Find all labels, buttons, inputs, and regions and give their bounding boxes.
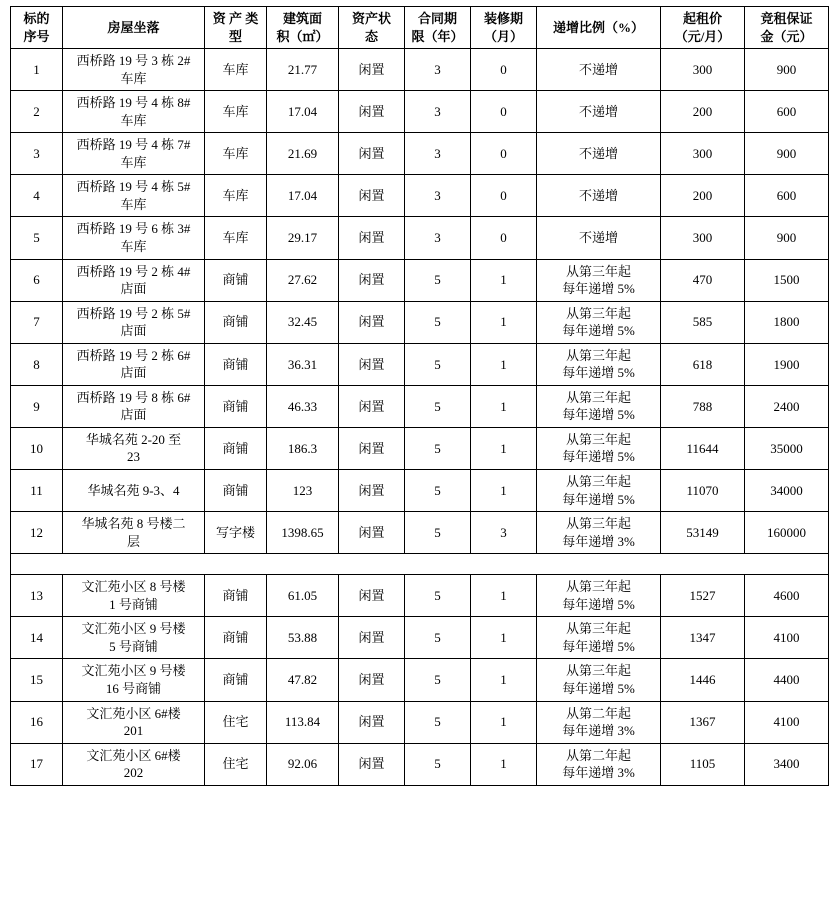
cell-area: 186.3 (267, 427, 339, 469)
cell-area: 29.17 (267, 217, 339, 259)
cell-deposit: 3400 (745, 743, 829, 785)
cell-deposit: 35000 (745, 427, 829, 469)
column-header-asset-type: 资 产 类 型 (205, 7, 267, 49)
cell-address: 西桥路 19 号 2 栋 6# 店面 (63, 343, 205, 385)
cell-area: 53.88 (267, 617, 339, 659)
table-row (11, 217, 829, 259)
cell-asset-type: 商铺 (205, 617, 267, 659)
cell-address: 西桥路 19 号 6 栋 3# 车库 (63, 217, 205, 259)
cell-fitout: 1 (471, 701, 537, 743)
cell-address: 文汇苑小区 9 号楼 16 号商铺 (63, 659, 205, 701)
cell-index: 11 (11, 470, 63, 512)
cell-deposit: 600 (745, 175, 829, 217)
cell-status: 闲置 (339, 701, 405, 743)
cell-start-price: 1367 (661, 701, 745, 743)
cell-area: 17.04 (267, 175, 339, 217)
cell-index: 10 (11, 427, 63, 469)
cell-area: 32.45 (267, 301, 339, 343)
cell-asset-type: 商铺 (205, 659, 267, 701)
cell-increase-rate: 不递增 (537, 133, 661, 175)
table-row (11, 301, 829, 343)
cell-start-price: 618 (661, 343, 745, 385)
cell-fitout: 1 (471, 659, 537, 701)
cell-address: 华城名苑 9-3、4 (63, 470, 205, 512)
cell-status: 闲置 (339, 133, 405, 175)
cell-area: 61.05 (267, 575, 339, 617)
cell-asset-type: 车库 (205, 217, 267, 259)
column-header-address: 房屋坐落 (63, 7, 205, 49)
cell-start-price: 1105 (661, 743, 745, 785)
cell-start-price: 200 (661, 91, 745, 133)
cell-status: 闲置 (339, 470, 405, 512)
cell-status: 闲置 (339, 427, 405, 469)
cell-term: 5 (405, 617, 471, 659)
cell-deposit: 1500 (745, 259, 829, 301)
cell-address: 西桥路 19 号 4 栋 7# 车库 (63, 133, 205, 175)
cell-deposit: 1800 (745, 301, 829, 343)
cell-asset-type: 车库 (205, 91, 267, 133)
cell-start-price: 470 (661, 259, 745, 301)
cell-status: 闲置 (339, 575, 405, 617)
cell-term: 5 (405, 301, 471, 343)
cell-increase-rate: 从第三年起 每年递增 5% (537, 259, 661, 301)
cell-fitout: 0 (471, 217, 537, 259)
cell-term: 5 (405, 743, 471, 785)
table-row (11, 91, 829, 133)
cell-fitout: 3 (471, 512, 537, 554)
table-row (11, 512, 829, 554)
cell-increase-rate: 从第三年起 每年递增 5% (537, 385, 661, 427)
column-header-increase-rate: 递增比例（%） (537, 7, 661, 49)
cell-start-price: 11070 (661, 470, 745, 512)
cell-deposit: 4100 (745, 701, 829, 743)
cell-term: 3 (405, 49, 471, 91)
cell-start-price: 1347 (661, 617, 745, 659)
cell-deposit: 600 (745, 91, 829, 133)
cell-increase-rate: 从第三年起 每年递增 5% (537, 343, 661, 385)
table-row (11, 343, 829, 385)
cell-fitout: 1 (471, 470, 537, 512)
cell-index: 15 (11, 659, 63, 701)
cell-status: 闲置 (339, 743, 405, 785)
cell-start-price: 300 (661, 133, 745, 175)
header-row (11, 7, 829, 49)
column-header-deposit: 竞租保证 金（元） (745, 7, 829, 49)
cell-start-price: 1446 (661, 659, 745, 701)
cell-status: 闲置 (339, 512, 405, 554)
cell-area: 21.77 (267, 49, 339, 91)
cell-index: 3 (11, 133, 63, 175)
cell-area: 21.69 (267, 133, 339, 175)
cell-asset-type: 车库 (205, 175, 267, 217)
cell-asset-type: 住宅 (205, 701, 267, 743)
cell-deposit: 4100 (745, 617, 829, 659)
cell-term: 5 (405, 512, 471, 554)
cell-status: 闲置 (339, 659, 405, 701)
cell-start-price: 200 (661, 175, 745, 217)
cell-fitout: 1 (471, 343, 537, 385)
cell-increase-rate: 从第三年起 每年递增 5% (537, 427, 661, 469)
cell-deposit: 900 (745, 133, 829, 175)
cell-term: 5 (405, 385, 471, 427)
table-body (11, 49, 829, 786)
column-header-area: 建筑面 积（㎡） (267, 7, 339, 49)
cell-index: 2 (11, 91, 63, 133)
table-row (11, 701, 829, 743)
cell-term: 3 (405, 217, 471, 259)
cell-deposit: 4600 (745, 575, 829, 617)
cell-address: 西桥路 19 号 4 栋 8# 车库 (63, 91, 205, 133)
cell-status: 闲置 (339, 617, 405, 659)
cell-status: 闲置 (339, 49, 405, 91)
cell-status: 闲置 (339, 385, 405, 427)
table-header (11, 7, 829, 49)
cell-term: 5 (405, 343, 471, 385)
cell-asset-type: 商铺 (205, 343, 267, 385)
cell-asset-type: 商铺 (205, 385, 267, 427)
cell-deposit: 160000 (745, 512, 829, 554)
cell-index: 4 (11, 175, 63, 217)
cell-status: 闲置 (339, 259, 405, 301)
cell-increase-rate: 不递增 (537, 175, 661, 217)
table-row (11, 575, 829, 617)
cell-term: 5 (405, 259, 471, 301)
cell-start-price: 300 (661, 217, 745, 259)
cell-index: 12 (11, 512, 63, 554)
cell-area: 1398.65 (267, 512, 339, 554)
cell-deposit: 1900 (745, 343, 829, 385)
cell-fitout: 0 (471, 175, 537, 217)
cell-term: 5 (405, 427, 471, 469)
cell-increase-rate: 从第三年起 每年递增 5% (537, 301, 661, 343)
cell-area: 47.82 (267, 659, 339, 701)
cell-increase-rate: 从第三年起 每年递增 3% (537, 512, 661, 554)
table-row (11, 659, 829, 701)
cell-fitout: 1 (471, 259, 537, 301)
cell-start-price: 53149 (661, 512, 745, 554)
cell-address: 西桥路 19 号 4 栋 5# 车库 (63, 175, 205, 217)
table-row (11, 259, 829, 301)
cell-index: 8 (11, 343, 63, 385)
table-row (11, 743, 829, 785)
cell-address: 西桥路 19 号 2 栋 5# 店面 (63, 301, 205, 343)
cell-address: 文汇苑小区 6#楼 201 (63, 701, 205, 743)
cell-increase-rate: 从第三年起 每年递增 5% (537, 575, 661, 617)
cell-asset-type: 车库 (205, 49, 267, 91)
cell-deposit: 900 (745, 49, 829, 91)
cell-index: 9 (11, 385, 63, 427)
cell-status: 闲置 (339, 301, 405, 343)
cell-term: 3 (405, 175, 471, 217)
cell-asset-type: 车库 (205, 133, 267, 175)
table-row (11, 617, 829, 659)
cell-term: 5 (405, 659, 471, 701)
cell-index: 7 (11, 301, 63, 343)
cell-status: 闲置 (339, 175, 405, 217)
cell-increase-rate: 从第二年起 每年递增 3% (537, 743, 661, 785)
table-row (11, 49, 829, 91)
cell-start-price: 585 (661, 301, 745, 343)
cell-area: 123 (267, 470, 339, 512)
table-row (11, 470, 829, 512)
asset-listing-table (10, 6, 829, 786)
table-row (11, 133, 829, 175)
cell-area: 17.04 (267, 91, 339, 133)
cell-status: 闲置 (339, 217, 405, 259)
cell-address: 文汇苑小区 9 号楼 5 号商铺 (63, 617, 205, 659)
cell-area: 113.84 (267, 701, 339, 743)
cell-asset-type: 住宅 (205, 743, 267, 785)
cell-increase-rate: 不递增 (537, 49, 661, 91)
cell-index: 17 (11, 743, 63, 785)
cell-fitout: 1 (471, 385, 537, 427)
cell-asset-type: 商铺 (205, 259, 267, 301)
table-row (11, 175, 829, 217)
cell-term: 3 (405, 91, 471, 133)
column-header-term: 合同期 限（年） (405, 7, 471, 49)
cell-start-price: 300 (661, 49, 745, 91)
cell-address: 西桥路 19 号 8 栋 6# 店面 (63, 385, 205, 427)
column-header-start-price: 起租价 （元/月） (661, 7, 745, 49)
cell-area: 92.06 (267, 743, 339, 785)
column-header-fitout: 装修期 （月） (471, 7, 537, 49)
cell-increase-rate: 从第三年起 每年递增 5% (537, 659, 661, 701)
cell-status: 闲置 (339, 91, 405, 133)
cell-deposit: 4400 (745, 659, 829, 701)
cell-address: 文汇苑小区 6#楼 202 (63, 743, 205, 785)
cell-increase-rate: 从第三年起 每年递增 5% (537, 470, 661, 512)
cell-increase-rate: 不递增 (537, 217, 661, 259)
cell-address: 西桥路 19 号 2 栋 4# 店面 (63, 259, 205, 301)
cell-area: 46.33 (267, 385, 339, 427)
cell-term: 5 (405, 701, 471, 743)
table-row (11, 385, 829, 427)
cell-asset-type: 商铺 (205, 301, 267, 343)
page-break-gap (11, 554, 829, 575)
column-header-index: 标的 序号 (11, 7, 63, 49)
cell-fitout: 1 (471, 617, 537, 659)
cell-address: 西桥路 19 号 3 栋 2# 车库 (63, 49, 205, 91)
cell-status: 闲置 (339, 343, 405, 385)
cell-index: 1 (11, 49, 63, 91)
cell-start-price: 11644 (661, 427, 745, 469)
cell-index: 6 (11, 259, 63, 301)
cell-fitout: 0 (471, 49, 537, 91)
cell-asset-type: 商铺 (205, 470, 267, 512)
cell-start-price: 788 (661, 385, 745, 427)
cell-fitout: 0 (471, 91, 537, 133)
cell-deposit: 2400 (745, 385, 829, 427)
cell-start-price: 1527 (661, 575, 745, 617)
cell-fitout: 1 (471, 743, 537, 785)
cell-term: 5 (405, 575, 471, 617)
table-row (11, 427, 829, 469)
cell-increase-rate: 从第三年起 每年递增 5% (537, 617, 661, 659)
cell-deposit: 34000 (745, 470, 829, 512)
cell-increase-rate: 从第二年起 每年递增 3% (537, 701, 661, 743)
cell-area: 36.31 (267, 343, 339, 385)
cell-index: 13 (11, 575, 63, 617)
cell-index: 5 (11, 217, 63, 259)
cell-fitout: 1 (471, 427, 537, 469)
column-header-status: 资产状 态 (339, 7, 405, 49)
cell-increase-rate: 不递增 (537, 91, 661, 133)
cell-asset-type: 商铺 (205, 427, 267, 469)
cell-term: 3 (405, 133, 471, 175)
cell-deposit: 900 (745, 217, 829, 259)
cell-index: 14 (11, 617, 63, 659)
cell-index: 16 (11, 701, 63, 743)
cell-fitout: 1 (471, 301, 537, 343)
cell-fitout: 0 (471, 133, 537, 175)
cell-asset-type: 写字楼 (205, 512, 267, 554)
cell-term: 5 (405, 470, 471, 512)
cell-area: 27.62 (267, 259, 339, 301)
cell-address: 华城名苑 2-20 至 23 (63, 427, 205, 469)
cell-address: 华城名苑 8 号楼二 层 (63, 512, 205, 554)
cell-fitout: 1 (471, 575, 537, 617)
cell-address: 文汇苑小区 8 号楼 1 号商铺 (63, 575, 205, 617)
cell-asset-type: 商铺 (205, 575, 267, 617)
